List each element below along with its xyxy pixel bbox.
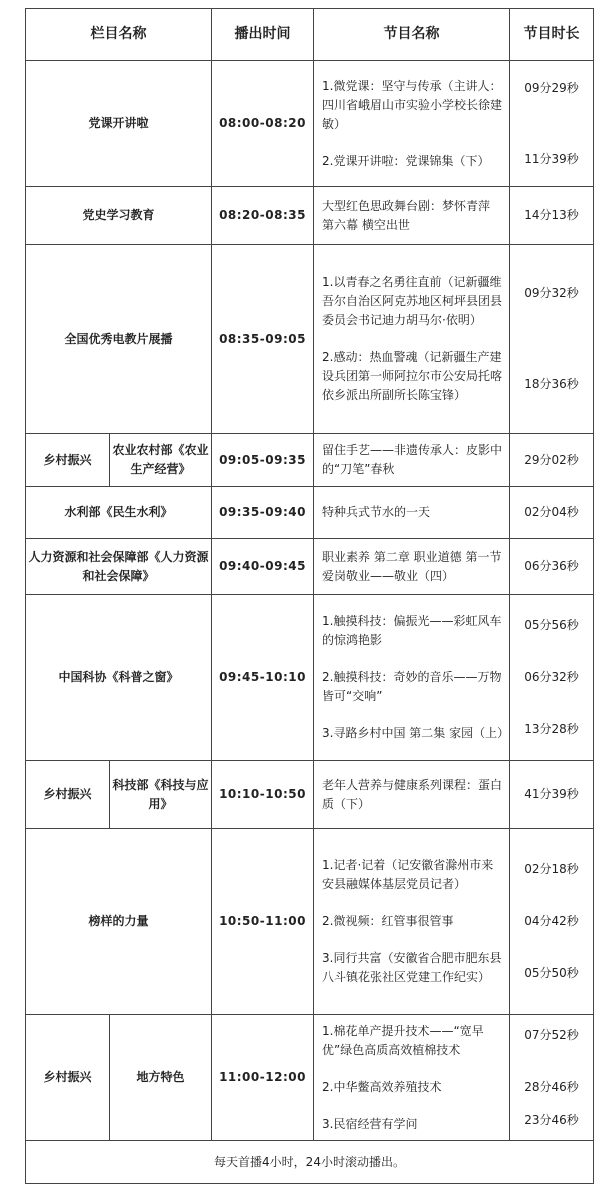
program-cell xyxy=(314,487,510,539)
duration-cell xyxy=(510,487,594,539)
air-time: 09:35-09:40 xyxy=(212,487,314,539)
duration-cell xyxy=(510,61,594,187)
duration: 41分39秒 xyxy=(524,787,579,801)
table-row xyxy=(26,595,594,761)
program-item: 1.记者·记着（记安徽省滁州市来安县融媒体基层党员记者） xyxy=(322,858,494,891)
duration: 23分46秒 xyxy=(524,1112,579,1127)
column-name-primary: 乡村振兴 xyxy=(26,434,110,487)
air-time: 09:45-10:10 xyxy=(212,595,314,761)
column-name: 中国科协《科普之窗》 xyxy=(26,595,212,761)
air-time: 08:35-09:05 xyxy=(212,245,314,434)
duration: 14分13秒 xyxy=(524,208,579,222)
program-item: 特种兵式节水的一天 xyxy=(322,505,431,519)
program-item: 3.民宿经营有学问 xyxy=(322,1116,418,1131)
program-cell xyxy=(314,187,510,245)
table-row xyxy=(26,829,594,1015)
duration: 11分39秒 xyxy=(524,151,579,166)
column-name: 榜样的力量 xyxy=(26,829,212,1015)
column-name-secondary: 地方特色 xyxy=(110,1015,212,1141)
table-row xyxy=(26,761,594,829)
schedule-table xyxy=(25,8,594,1184)
table-row xyxy=(26,434,594,487)
duration-cell xyxy=(510,539,594,595)
program-item: 2.中华鳖高效养殖技术 xyxy=(322,1079,442,1094)
table-row xyxy=(26,245,594,434)
air-time: 11:00-12:00 xyxy=(212,1015,314,1141)
program-cell xyxy=(314,595,510,761)
program-item: 2.党课开讲啦：党课锦集（下） xyxy=(322,153,490,168)
footer-row xyxy=(26,1141,594,1184)
duration-cell xyxy=(510,245,594,434)
duration: 28分46秒 xyxy=(524,1079,579,1094)
program-item: 1.触摸科技：偏振光——彩虹风车的惊鸿艳影 xyxy=(322,614,502,647)
duration-cell xyxy=(510,434,594,487)
duration-cell xyxy=(510,761,594,829)
air-time: 10:50-11:00 xyxy=(212,829,314,1015)
duration: 29分02秒 xyxy=(524,452,579,467)
duration: 04分42秒 xyxy=(524,914,579,928)
air-time: 09:40-09:45 xyxy=(212,539,314,595)
program-item: 3.同行共富（安徽省合肥市肥东县八斗镇花张社区党建工作纪实） xyxy=(322,951,502,984)
program-item: 留住手艺——非遗传承人：皮影中的“刀笔”春秋 xyxy=(322,443,503,476)
duration: 09分32秒 xyxy=(524,286,579,300)
table-row xyxy=(26,487,594,539)
air-time: 10:10-10:50 xyxy=(212,761,314,829)
program-cell xyxy=(314,1015,510,1141)
column-name: 水利部《民生水利》 xyxy=(26,487,212,539)
program-item: 2.触摸科技：奇妙的音乐——万物皆可“交响” xyxy=(322,670,502,703)
program-cell xyxy=(314,829,510,1015)
duration: 09分29秒 xyxy=(524,80,579,95)
column-name: 人力资源和社会保障部《人力资源和社会保障》 xyxy=(26,539,212,595)
column-name: 党史学习教育 xyxy=(26,187,212,245)
table-row xyxy=(26,1015,594,1141)
duration: 06分36秒 xyxy=(524,559,579,573)
column-name-secondary: 农业农村部《农业生产经营》 xyxy=(110,434,212,487)
column-name-secondary: 科技部《科技与应用》 xyxy=(110,761,212,829)
table-row xyxy=(26,61,594,187)
duration: 02分18秒 xyxy=(524,862,579,876)
column-name: 党课开讲啦 xyxy=(26,61,212,187)
program-cell xyxy=(314,761,510,829)
air-time: 08:00-08:20 xyxy=(212,61,314,187)
program-cell xyxy=(314,539,510,595)
header-air-time: 播出时间 xyxy=(212,9,314,61)
program-cell xyxy=(314,245,510,434)
program-item: 1.棉花单产提升技术——“宽早优”绿色高质高效植棉技术 xyxy=(322,1023,484,1057)
header-column-name: 栏目名称 xyxy=(26,9,212,61)
duration-cell xyxy=(510,595,594,761)
duration: 13分28秒 xyxy=(524,722,579,736)
duration-cell xyxy=(510,829,594,1015)
duration: 07分52秒 xyxy=(524,1027,579,1042)
program-item: 大型红色思政舞台剧：梦怀青萍 第六幕 横空出世 xyxy=(322,198,491,232)
table-row xyxy=(26,187,594,245)
program-cell xyxy=(314,434,510,487)
duration: 02分04秒 xyxy=(524,505,579,519)
program-item: 3.寻路乡村中国 第二集 家园（上） xyxy=(322,726,510,740)
header-duration: 节目时长 xyxy=(510,9,594,61)
duration: 05分50秒 xyxy=(524,966,579,980)
table-row xyxy=(26,539,594,595)
program-item: 职业素养 第二章 职业道德 第一节 爱岗敬业——敬业（四） xyxy=(322,549,502,583)
program-item: 2.微视频：红管事很管事 xyxy=(322,914,454,928)
air-time: 08:20-08:35 xyxy=(212,187,314,245)
air-time: 09:05-09:35 xyxy=(212,434,314,487)
header-program-name: 节目名称 xyxy=(314,9,510,61)
program-item: 2.感动：热血警魂（记新疆生产建设兵团第一师阿拉尔市公安局托喀依乡派出所副所长陈宝锋） xyxy=(322,350,503,402)
program-item: 老年人营养与健康系列课程：蛋白质（下） xyxy=(322,777,503,811)
program-cell xyxy=(314,61,510,187)
header-row xyxy=(26,9,594,61)
column-name: 全国优秀电教片展播 xyxy=(26,245,212,434)
footer-note: 每天首播4小时，24小时滚动播出。 xyxy=(26,1141,594,1184)
program-item: 1.以青春之名勇往直前（记新疆维吾尔自治区阿克苏地区柯坪县团县委员会书记迪力胡马尔·依明） xyxy=(322,275,503,327)
duration-cell xyxy=(510,1015,594,1141)
program-item: 1.微党课：坚守与传承（主讲人：四川省峨眉山市实验小学校长徐建敏） xyxy=(322,78,503,131)
column-name-primary: 乡村振兴 xyxy=(26,1015,110,1141)
duration: 05分56秒 xyxy=(524,618,579,632)
duration: 18分36秒 xyxy=(524,377,579,391)
duration: 06分32秒 xyxy=(524,670,579,684)
duration-cell xyxy=(510,187,594,245)
column-name-primary: 乡村振兴 xyxy=(26,761,110,829)
